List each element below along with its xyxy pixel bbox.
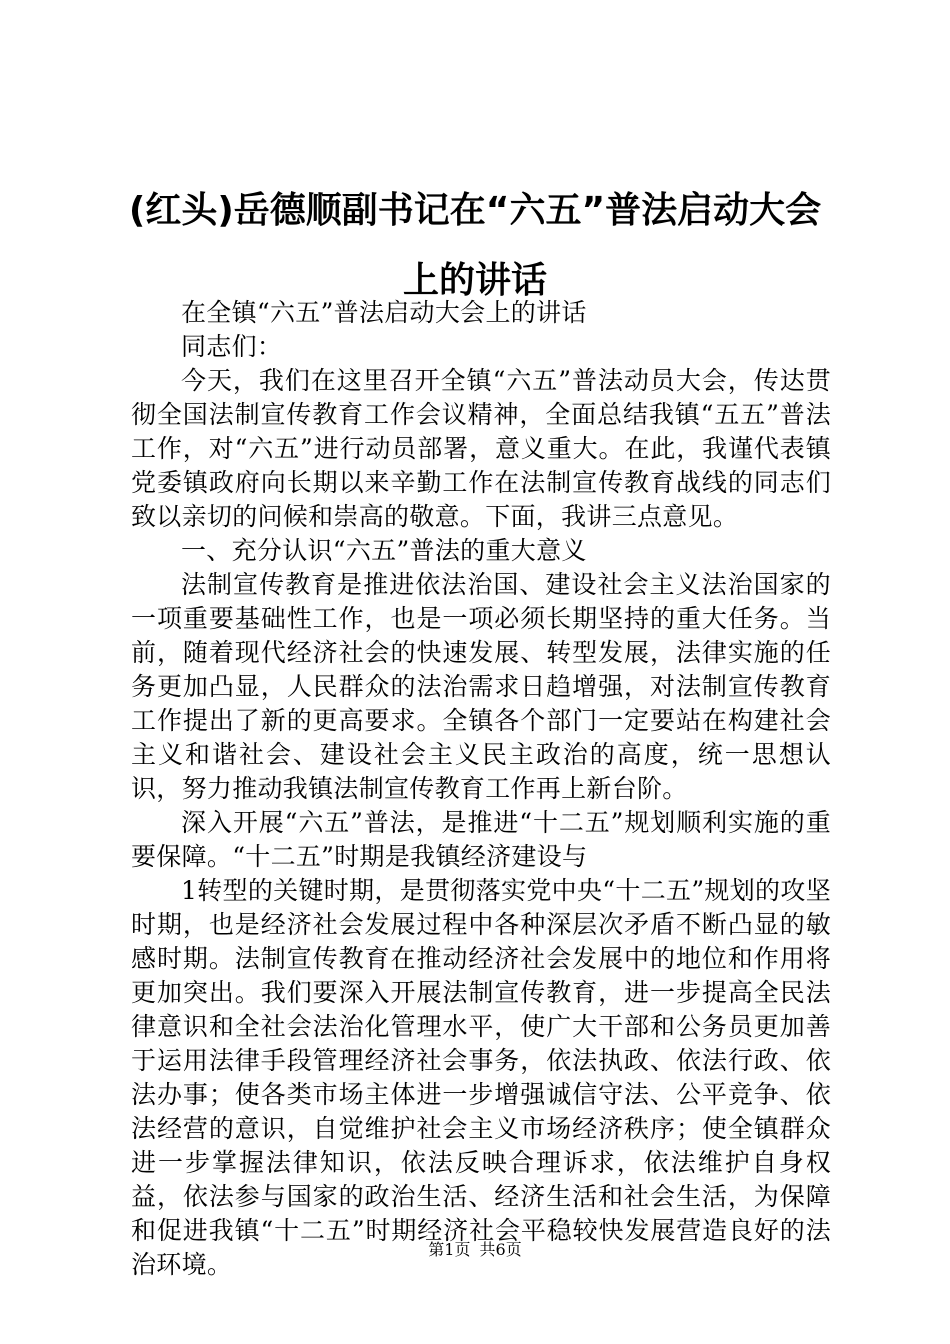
page-footer — [0, 1240, 950, 1260]
paragraph-guarantee: 深入开展“六五”普法，是推进“十二五”规划顺利实施的重要保障。“十二五”时期是我镇经济建设与 — [131, 808, 831, 871]
salutation: 同志们： — [181, 332, 283, 361]
document-body — [131, 296, 831, 1282]
paragraph-intro: 今天，我们在这里召开全镇“六五”普法动员大会，传达贯彻全国法制宣传教育工作会议精神，全面总结我镇“五五”普法工作，对“六五”进行动员部署，意义重大。在此，我谨代表镇党委镇政府向长期以来辛勤工作在法制宣传教育战线的同志们致以亲切的问候和崇高的敬意。下面，我讲三点意见。 — [131, 366, 831, 531]
page-total: 共6页 — [479, 1240, 522, 1259]
document-title — [100, 176, 850, 316]
speech-subtitle: 在全镇“六五”普法启动大会上的讲话 — [181, 298, 587, 327]
title-line-2: 上的讲话 — [402, 260, 547, 301]
title-line-1: (红头)岳德顺副书记在“六五”普法启动大会 — [128, 190, 822, 231]
page-number: 第1页 — [428, 1240, 471, 1259]
paragraph-significance: 法制宣传教育是推进依法治国、建设社会主义法治国家的一项重要基础性工作，也是一项必须长期坚持的重大任务。当前，随着现代经济社会的快速发展、转型发展，法律实施的任务更加凸显，人民群众的法治需求日趋增强，对法制宣传教育工作提出了新的更高要求。全镇各个部门一定要站在构建社会主义和谐社会、建设社会主义民主政治的高度，统一思想认识，努力推动我镇法制宣传教育工作再上新台阶。 — [131, 570, 831, 803]
paragraph-transition: 1转型的关键时期，是贯彻落实党中央“十二五”规划的攻坚时期，也是经济社会发展过程中各种深层次矛盾不断凸显的敏感时期。法制宣传教育在推动经济社会发展中的地位和作用将更加突出。我们要深入开展法制宣传教育，进一步提高全民法律意识和全社会法治化管理水平，使广大干部和公务员更加善于运用法律手段管理经济社会事务，依法执政、依法行政、依法办事；使各类市场主体进一步增强诚信守法、公平竞争、依法经营的意识，自觉维护社会主义市场经济秩序；使全镇群众进一步掌握法律知识，依法反映合理诉求，依法维护自身权益，依法参与国家的政治生活、经济生活和社会生活，为保障和促进我镇“十二五”时期经济社会平稳较快发展营造良好的法治环境。 — [131, 876, 831, 1279]
section-heading-1: 一、充分认识“六五”普法的重大意义 — [181, 536, 587, 565]
